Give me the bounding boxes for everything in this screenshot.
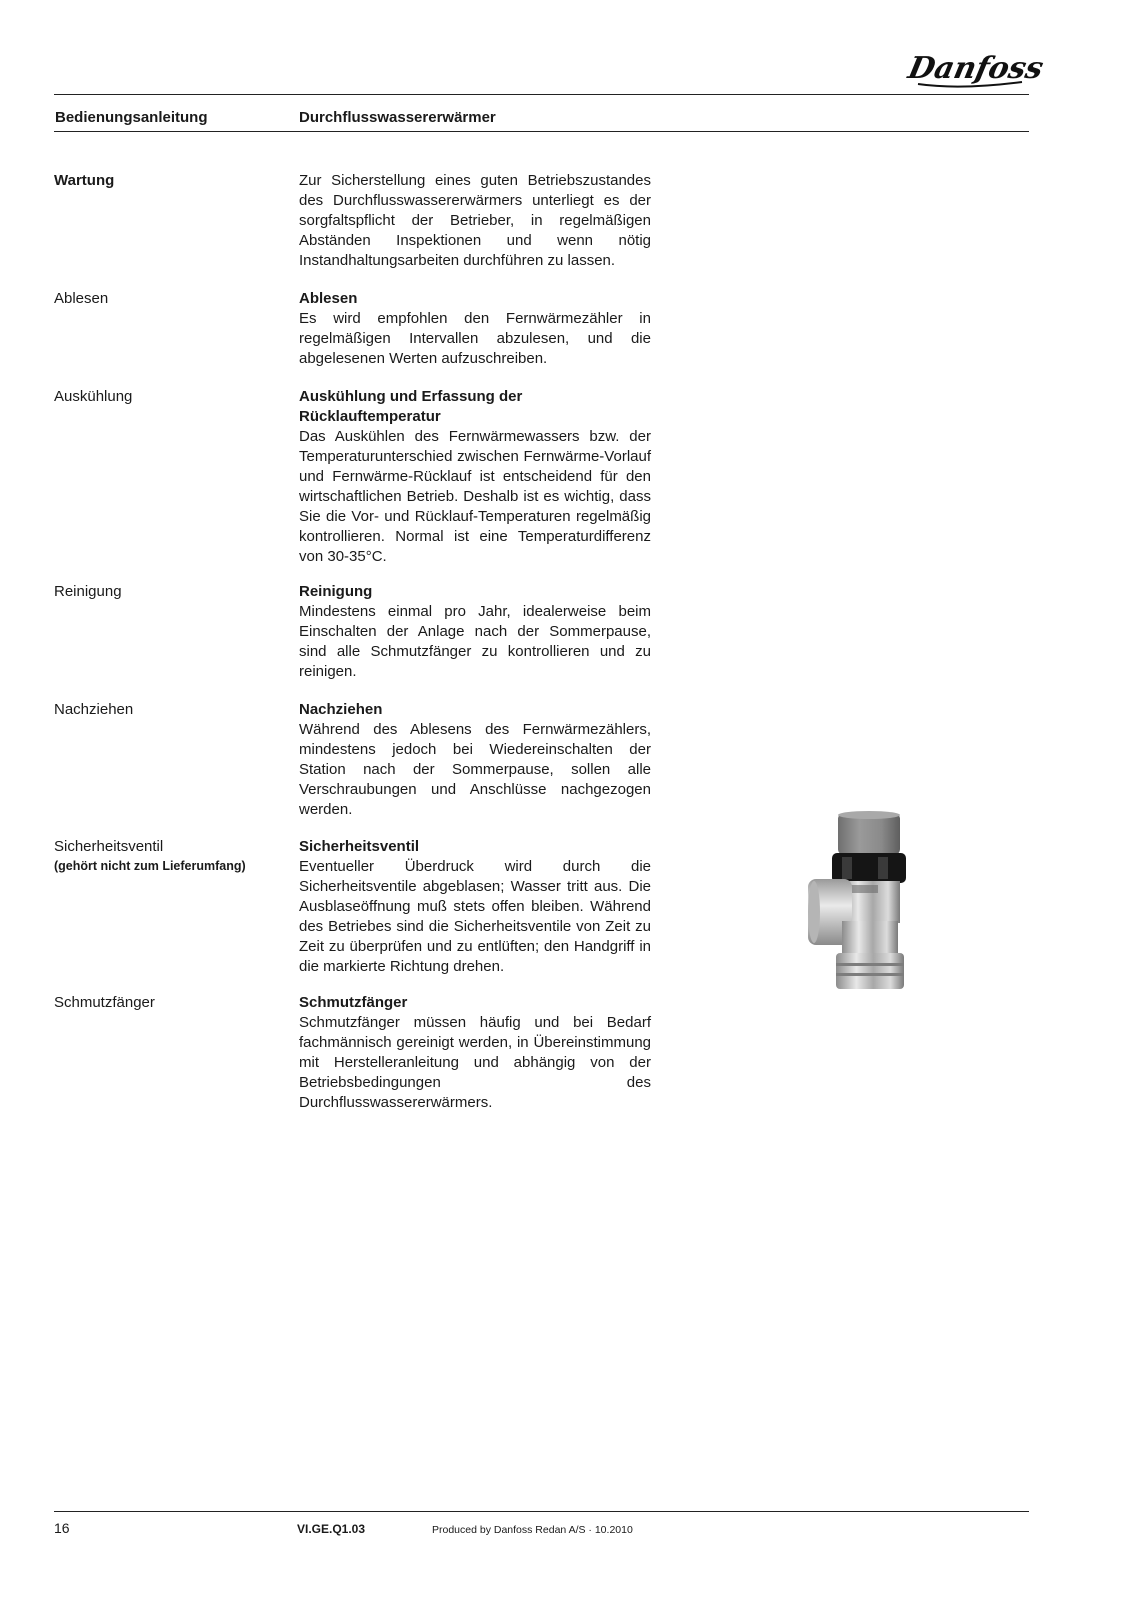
page-number: 16 xyxy=(54,1520,70,1536)
header-bottom-rule xyxy=(54,131,1029,132)
section-label: Nachziehen xyxy=(54,701,134,718)
section-body xyxy=(299,837,651,977)
section-body xyxy=(299,700,651,820)
header-doc-type: Bedienungsanleitung xyxy=(55,109,208,126)
section-text: Das Auskühlen des Fernwärmewassers bzw. der Temperaturunterschied zwischen Fernwärme-Vorlauf und Fernwärme-Rücklauf ist entscheidend für den wirtschaftlichen Betrieb. Deshalb ist es wichtig, dass Sie die Vor- und Rücklauf-Temperaturen regelmäßig kontrollieren. Normal ist eine Temperaturdifferenz von 30-35°C. xyxy=(299,428,651,565)
section-text: Eventueller Überdruck wird durch die Sicherheitsventile abgeblasen; Wasser tritt aus. Die Ausblaseöffnung muß stets offen bleiben. Während des Betriebes sind die Sicherheitsventile von Zeit zu Zeit zu überprüfen und zu entlüften; den Handgriff in die markierte Richtung drehen. xyxy=(299,858,651,975)
header-doc-title: Durchflusswassererwärmer xyxy=(299,109,496,126)
section-body xyxy=(299,993,651,1113)
section-text: Schmutzfänger müssen häufig und bei Bedarf fachmännisch gereinigt werden, in Übereinstimmung mit Herstelleranleitung und abhängig von der Betriebsbedingungen des Durchflusswassererwärmers. xyxy=(299,1014,651,1111)
produced-by: Produced by Danfoss Redan A/S · 10.2010 xyxy=(432,1524,633,1536)
section-label: Reinigung xyxy=(54,583,122,600)
safety-valve-image xyxy=(808,813,948,1003)
section-text: Es wird empfohlen den Fernwärmezähler in regelmäßigen Intervallen abzulesen, und die abgelesenen Werten aufzuschreiben. xyxy=(299,310,651,367)
section-label: Auskühlung xyxy=(54,388,133,405)
section-title: Ablesen xyxy=(299,290,358,307)
header-top-rule xyxy=(54,94,1029,95)
section-label: Ablesen xyxy=(54,290,109,307)
section-title: Auskühlung und Erfassung der Rücklauftemperatur xyxy=(299,388,523,425)
section-text: Mindestens einmal pro Jahr, idealerweise beim Einschalten der Anlage nach der Sommerpause, sind alle Schmutzfänger zu kontrollieren und zu reinigen. xyxy=(299,603,651,680)
section-label: Schmutzfänger xyxy=(54,994,155,1011)
section-body xyxy=(299,387,651,567)
section-label: Sicherheitsventil xyxy=(54,838,164,855)
section-body xyxy=(299,582,651,682)
section-text: Zur Sicherstellung eines guten Betriebszustandes des Durchflusswassererwärmers unterliegt es der sorgfaltspflicht der Betrieber, in regelmäßigen Abständen Inspektionen und wenn nötig Instandhaltungsarbeiten durchführen zu lassen. xyxy=(299,172,651,269)
section-title: Schmutzfänger xyxy=(299,994,408,1011)
section-text: Während des Ablesens des Fernwärmezählers, mindestens jedoch bei Wiedereinschalten der Station nach der Sommerpause, sollen alle Verschraubungen und Anschlüsse nachgezogen werden. xyxy=(299,721,651,818)
section-title: Reinigung xyxy=(299,583,373,600)
section-title: Sicherheitsventil xyxy=(299,838,420,855)
section-body xyxy=(299,171,651,271)
svg-text:Danfoss: Danfoss xyxy=(905,51,1047,86)
section-sublabel: (gehört nicht zum Lieferumfang) xyxy=(54,859,246,873)
section-body xyxy=(299,289,651,369)
danfoss-logo xyxy=(905,44,1047,92)
footer-rule xyxy=(54,1511,1029,1512)
document-code: VI.GE.Q1.03 xyxy=(297,1522,366,1536)
section-label: Wartung xyxy=(54,172,115,189)
section-title: Nachziehen xyxy=(299,701,383,718)
